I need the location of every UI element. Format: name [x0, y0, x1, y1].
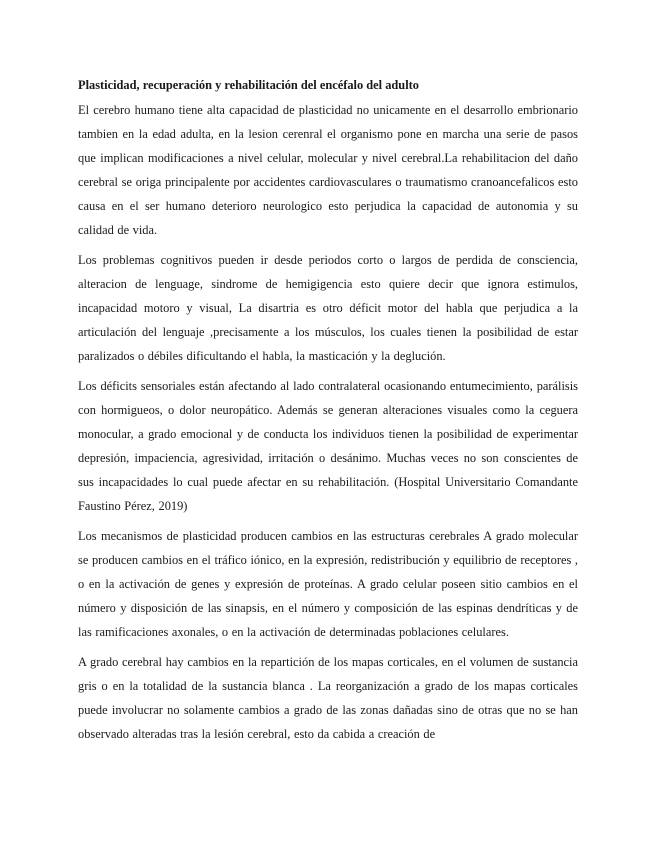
- document-body: [78, 76, 578, 752]
- paragraph-plasticity-intro: El cerebro humano tiene alta capacidad de plasticidad no unicamente en el desarrollo embrionario tambien en la edad adulta, en la lesion cerenral el organismo pone en marcha una serie de pasos que implican modificaciones a nivel celular, molecular y nivel cerebral.La rehabilitacion del daño cerebral se origa principalente por accidentes cardiovasculares o traumatismo cranoancefalicos esto causa en el ser humano deterioro neurologico esto perjudica la capacidad de autonomia y su calidad de vida.: [78, 103, 578, 237]
- document-title: Plasticidad, recuperación y rehabilitación del encéfalo del adulto: [78, 78, 419, 92]
- paragraph-plasticity-mechanisms: Los mecanismos de plasticidad producen cambios en las estructuras cerebrales A grado molecular se producen cambios en el tráfico iónico, en la expresión, redistribución y equilibrio de receptores , o en la activación de genes y expresión de proteínas. A grado celular poseen sitio cambios en el número y disposición de las sinapsis, en el número y composición de las espinas dendríticas y de las ramificaciones axonales, o en la activación de determinadas poblaciones celulares.: [78, 529, 578, 639]
- paragraph-sensory-deficits: Los déficits sensoriales están afectando al lado contralateral ocasionando entumecimiento, parálisis con hormigueos, o dolor neuropático. Además se generan alteraciones visuales como la ceguera monocular, a grado emocional y de conducta los individuos tienen la posibilidad de experimentar depresión, impaciencia, agresividad, irritación o desánimo. Muchas veces no son conscientes de sus incapacidades lo cual puede afectar en su rehabilitación. (Hospital Universitario Comandante Faustino Pérez, 2019): [78, 379, 578, 513]
- paragraph-cognitive-problems: Los problemas cognitivos pueden ir desde periodos corto o largos de perdida de consciencia, alteracion de lenguage, sindrome de hemigigencia esto quiere decir que ignora estimulos, incapacidad motoro y visual, La disartria es otro déficit motor del habla que perjudica a la articulación del lenguaje ,precisamente a los músculos, los cuales tienen la posibilidad de estar paralizados o débiles dificultando el habla, la masticación y la deglución.: [78, 253, 578, 363]
- paragraph-cortical-maps: A grado cerebral hay cambios en la repartición de los mapas corticales, en el volumen de sustancia gris o en la totalidad de la sustancia blanca . La reorganización a grado de los mapas corticales puede involucrar no solamente cambios a grado de las zonas dañadas sino de otras que no se han observado alteradas tras la lesión cerebral, esto da cabida a creación de: [78, 655, 578, 741]
